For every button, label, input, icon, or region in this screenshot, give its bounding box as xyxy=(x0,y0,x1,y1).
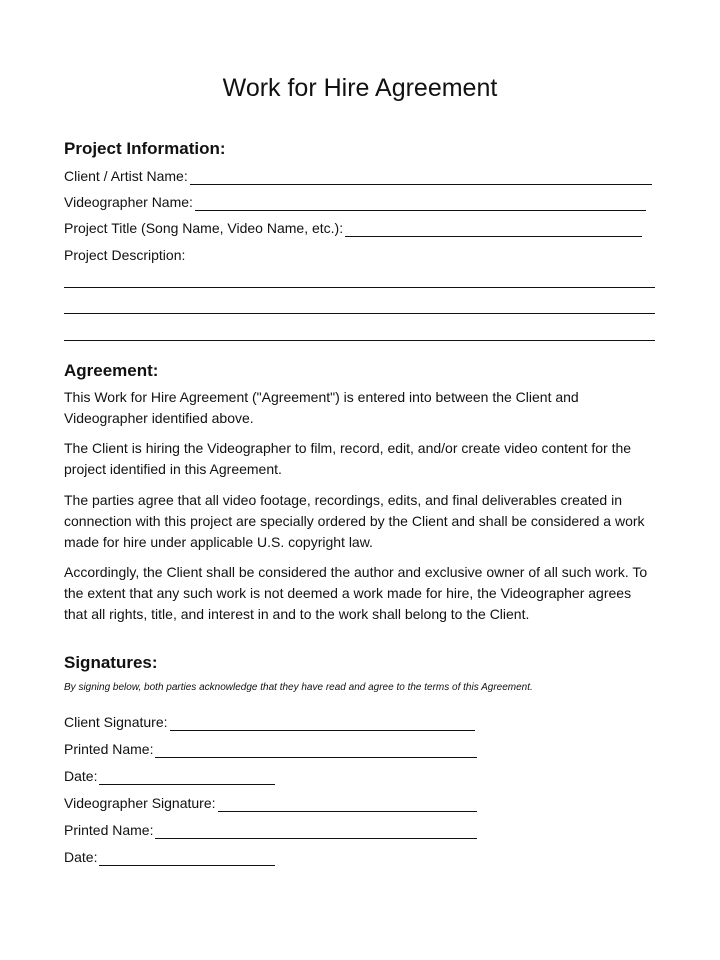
project-description-line-3[interactable] xyxy=(64,340,655,341)
signatures-heading: Signatures: xyxy=(64,653,158,672)
client-artist-name-field[interactable] xyxy=(64,167,652,185)
client-printed-name-blank[interactable] xyxy=(155,743,477,758)
project-title-field[interactable] xyxy=(64,219,642,237)
videographer-signature-label: Videographer Signature: xyxy=(64,795,216,811)
videographer-printed-name-label: Printed Name: xyxy=(64,822,154,838)
client-signature-field[interactable] xyxy=(64,713,475,731)
client-signature-label: Client Signature: xyxy=(64,714,168,730)
videographer-date-field[interactable] xyxy=(64,848,275,866)
client-artist-name-label: Client / Artist Name: xyxy=(64,168,188,184)
project-title-label: Project Title (Song Name, Video Name, etc.): xyxy=(64,220,344,236)
videographer-date-blank[interactable] xyxy=(99,851,275,866)
videographer-printed-name-field[interactable] xyxy=(64,821,477,839)
client-signature-blank[interactable] xyxy=(170,716,475,731)
videographer-name-label: Videographer Name: xyxy=(64,194,193,210)
videographer-signature-field[interactable] xyxy=(64,794,477,812)
agreement-paragraph-2: The Client is hiring the Videographer to film, record, edit, and/or create video content for the project identified in this Agreement. xyxy=(64,440,632,477)
client-date-label: Date: xyxy=(64,768,98,784)
agreement-heading: Agreement: xyxy=(64,361,159,380)
project-title-blank[interactable] xyxy=(345,222,642,237)
project-description-line-2[interactable] xyxy=(64,313,655,314)
client-date-blank[interactable] xyxy=(99,770,275,785)
project-description-line-1[interactable] xyxy=(64,287,655,288)
project-information-heading: Project Information: xyxy=(64,139,226,158)
videographer-date-label: Date: xyxy=(64,849,98,865)
videographer-printed-name-blank[interactable] xyxy=(155,824,477,839)
videographer-signature-blank[interactable] xyxy=(218,797,477,812)
signatures-acknowledgment-note: By signing below, both parties acknowledge that they have read and agree to the terms of this Agreement. xyxy=(64,682,533,693)
agreement-paragraph-1: This Work for Hire Agreement ("Agreement") is entered into between the Client and Videographer identified above. xyxy=(64,389,579,426)
client-printed-name-field[interactable] xyxy=(64,740,477,758)
videographer-name-field[interactable] xyxy=(64,193,646,211)
project-description-field xyxy=(64,246,185,264)
document-title: Work for Hire Agreement xyxy=(222,74,498,102)
project-description-label: Project Description: xyxy=(64,247,186,263)
client-printed-name-label: Printed Name: xyxy=(64,741,154,757)
client-date-field[interactable] xyxy=(64,767,275,785)
client-artist-name-blank[interactable] xyxy=(190,170,652,185)
agreement-paragraph-3: The parties agree that all video footage, recordings, edits, and final deliverables created in connection with this project are specially ordered by the Client and shall be considered a work made for hire under applicable U.S. copyright law. xyxy=(64,492,645,550)
agreement-paragraph-4: Accordingly, the Client shall be considered the author and exclusive owner of all such work. To the extent that any such work is not deemed a work made for hire, the Videographer agrees that all rights, title, and interest in and to the work shall belong to the Client. xyxy=(64,564,648,622)
videographer-name-blank[interactable] xyxy=(195,196,646,211)
